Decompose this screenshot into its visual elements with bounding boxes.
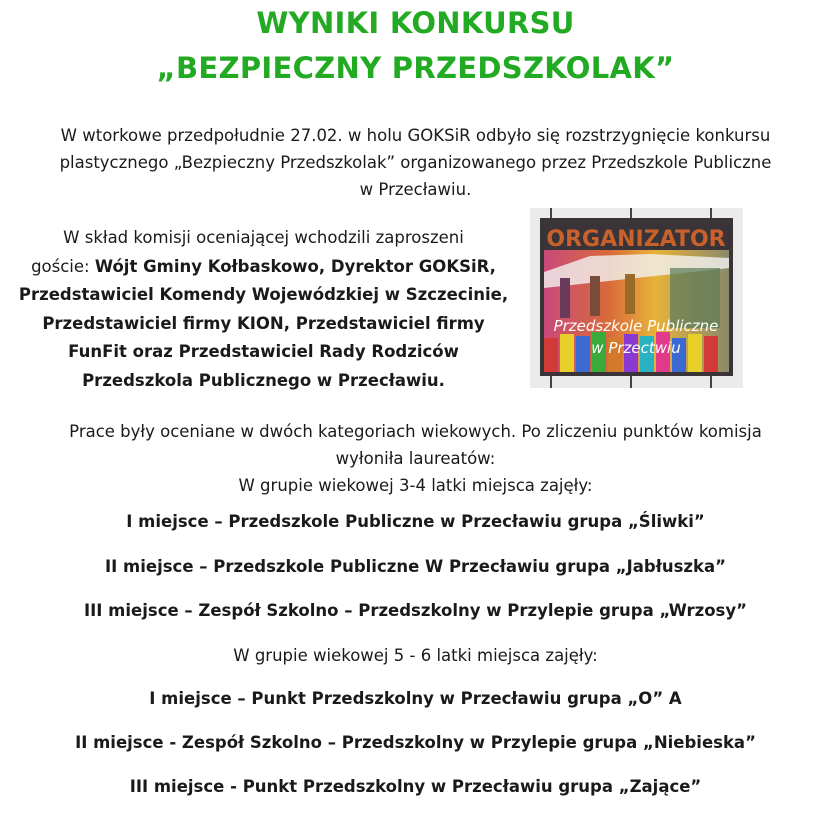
jury-line-bold: Wójt Gminy Kołbaskowo, Dyrektor GOKSiR, [94,256,496,276]
jury-line: W skład komisji oceniającej wchodzili zaproszeni [63,228,464,247]
jury-line-plain: goście: [31,256,95,276]
intro-line: W wtorkowe przedpołudnie 27.02. w holu GOKSiR odbyło się rozstrzygnięcie konkursu [60,126,771,145]
jury-line: Przedstawiciel Komendy Wojewódzkiej w Szczecinie, [18,285,509,304]
categories-paragraph [10,418,821,499]
categories-line: wyłoniła laureatów: [335,449,496,468]
organizer-photo [530,208,743,388]
group1-place-3: III miejsce – Zespół Szkolno – Przedszkolny w Przylepie grupa „Wrzosy” [84,601,747,620]
group2-place-3: III miejsce - Punkt Przedszkolny w Przecławiu grupa „Zające” [129,777,702,796]
intro-line: plastycznego „Bezpieczny Przedszkolak” organizowanego przez Przedszkole Publiczne [59,153,772,172]
page-subtitle: „BEZPIECZNY PRZEDSZKOLAK” [156,51,675,85]
intro-paragraph [10,122,821,203]
jury-line: Przedstawiciel firmy KION, Przedstawiciel firmy [42,313,485,333]
photo-caption-1: Przedszkole Publiczne [553,317,719,335]
group2-place-1: I miejsce – Punkt Przedszkolny w Przecławiu grupa „O” A [149,689,682,708]
group1-heading: W grupie wiekowej 3-4 latki miejsca zajęły: [238,476,593,495]
group2-heading: W grupie wiekowej 5 - 6 latki miejsca zajęły: [233,646,598,665]
jury-paragraph [12,224,515,395]
categories-line: Prace były oceniane w dwóch kategoriach wiekowych. Po zliczeniu punktów komisja [69,422,762,441]
photo-caption-2: w Przectwiu [591,339,681,357]
page-title: WYNIKI KONKURSU [256,6,575,40]
group1-place-1: I miejsce – Przedszkole Publiczne w Przecławiu grupa „Śliwki” [126,512,705,531]
group1-place-2: II miejsce – Przedszkole Publiczne W Przecławiu grupa „Jabłuszka” [105,557,726,576]
jury-line [12,253,515,282]
group2-place-2: II miejsce - Zespół Szkolno – Przedszkolny w Przylepie grupa „Niebieska” [75,733,756,752]
jury-line: Przedszkola Publicznego w Przecławiu. [82,370,445,390]
photo-heading: ORGANIZATOR [546,227,726,252]
intro-line: w Przecławiu. [359,180,472,199]
jury-line: FunFit oraz Przedstawiciel Rady Rodziców [68,342,459,361]
